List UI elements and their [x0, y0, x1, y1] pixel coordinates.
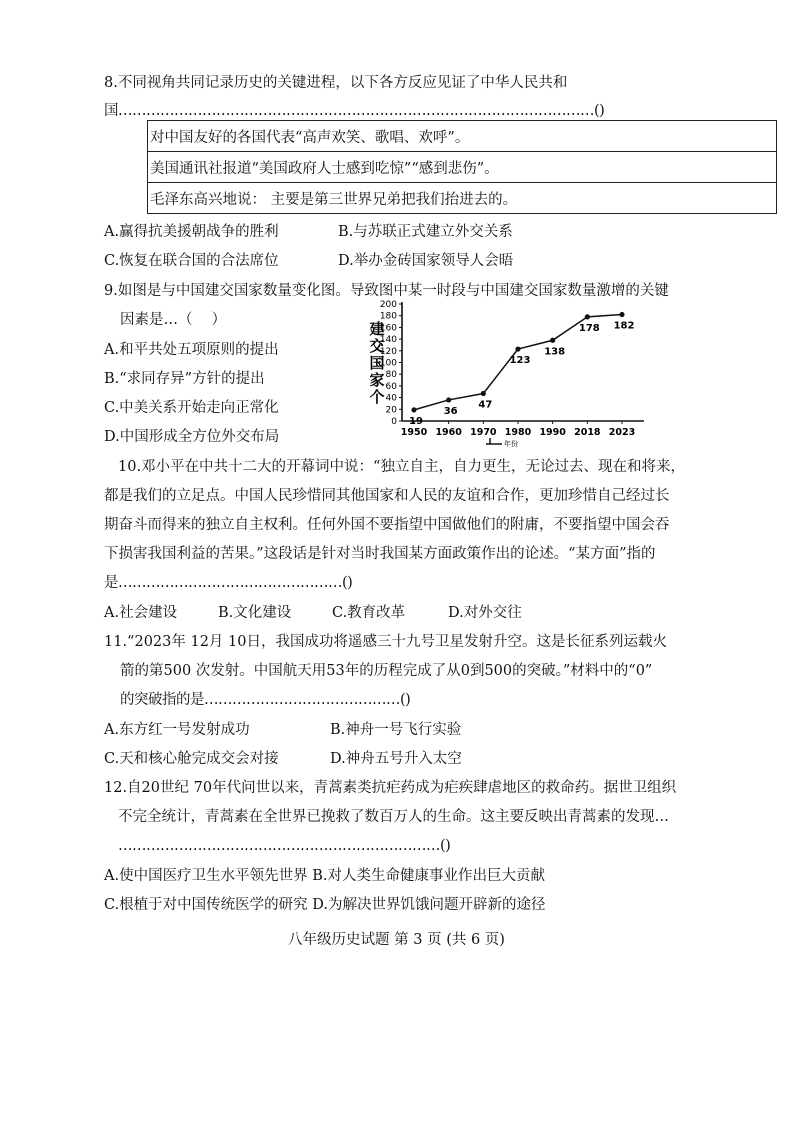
chart-ytick-label: 200 — [379, 300, 397, 310]
chart-data-label: 123 — [509, 355, 531, 367]
chart-ylabel-char: 国 — [369, 354, 385, 372]
q12-stem-line1: 12.自20世纪 70年代问世以来，青蒿素类抗疟药成为疟疾肆虐地区的救命药。据世卫组织 — [104, 780, 677, 796]
q8-stem-line1: 8.不同视角共同记录历史的关键进程，以下各方反应见证了中华人民共和 — [104, 75, 568, 91]
q11-option-b[interactable]: B.神舟一号飞行实验 — [330, 722, 462, 738]
chart-ytick-label: 160 — [379, 323, 397, 334]
chart-data-point — [585, 314, 590, 319]
q8-material-table — [147, 120, 777, 214]
chart-data-label: 36 — [443, 405, 458, 417]
q10-stem-line3: 期奋斗而得来的独立自主权利。任何外国不要指望中国做他们的附庸，不要指望中国会吞 — [104, 517, 670, 533]
chart-data-label: 19 — [409, 415, 423, 427]
q9-option-a[interactable]: A.和平共处五项原则的提出 — [104, 342, 279, 358]
q11-stem-line2: 箭的第500 次发射。中国航天用53年的历程完成了从0到500的突破。”材料中的“0” — [120, 663, 653, 679]
chart-ylabel-char: 交 — [369, 337, 385, 355]
page-footer: 八年级历史试题 第 3 页 (共 6 页) — [288, 932, 505, 948]
q9-option-c[interactable]: C.中美关系开始走向正常化 — [104, 400, 279, 416]
q10-option-c[interactable]: C.教育改革 — [332, 605, 406, 621]
q9-stem-line1: 9.如图是与中国建交国家数量变化图。导致图中某一时段与中国建交国家数量激增的关键 — [104, 283, 669, 299]
chart-data-label: 178 — [578, 322, 600, 334]
chart-ylabel-char: 个 — [369, 388, 385, 406]
diplomatic-relations-chart — [362, 296, 652, 448]
q9-option-d[interactable]: D.中国形成全方位外交布局 — [104, 429, 280, 445]
chart-data-point — [481, 391, 486, 396]
chart-data-label: 47 — [478, 399, 493, 411]
q10-option-d[interactable]: D.对外交往 — [448, 605, 522, 621]
q12-options-ab[interactable]: A.使中国医疗卫生水平领先世界 B.对人类生命健康事业作出巨大贡献 — [104, 868, 545, 884]
q10-stem-line2: 都是我们的立足点。中国人民珍惜同其他国家和人民的友谊和合作，更加珍惜自己经过长 — [104, 488, 670, 504]
q12-options-cd[interactable]: C.根植于对中国传统医学的研究 D.为解决世界饥饿问题开辟新的途径 — [104, 897, 546, 913]
chart-data-label: 182 — [613, 320, 635, 332]
chart-data-point — [550, 338, 555, 343]
q10-stem-line1: 10.邓小平在中共十二大的开幕词中说：“独立自主，自力更生，无论过去、现在和将来， — [118, 459, 685, 475]
chart-ytick-label: 60 — [385, 381, 397, 392]
chart-xtick-label: 2018 — [574, 427, 601, 438]
chart-data-point — [515, 346, 520, 351]
chart-ytick-label: 20 — [385, 405, 397, 416]
q9-option-b[interactable]: B.“求同存异”方针的提出 — [104, 371, 265, 387]
chart-ytick-label: 120 — [379, 346, 397, 357]
chart-ytick-label: 100 — [379, 358, 397, 369]
chart-xtick-label: 1950 — [400, 427, 428, 438]
chart-ytick-label: 180 — [379, 311, 397, 322]
chart-ytick-label: 0 — [391, 417, 397, 427]
q8-stem-line2: 国…………………………………………………………………………………………() — [104, 103, 605, 119]
q12-stem-line3: ……………………………………………………………() — [118, 838, 451, 854]
q10-option-b[interactable]: B.文化建设 — [218, 605, 292, 621]
q8-material-row-2: 美国通讯社报道“美国政府人士感到吃惊”“感到悲伤”。 — [148, 152, 777, 183]
chart-data-label: 138 — [544, 346, 566, 358]
q11-option-a[interactable]: A.东方红一号发射成功 — [104, 722, 250, 738]
chart-xlabel: 年份 — [504, 440, 518, 448]
q11-stem-line3: 的突破指的是……………………………………() — [120, 692, 411, 708]
chart-ytick-label: 80 — [385, 370, 397, 381]
q8-option-a[interactable]: A.赢得抗美援朝战争的胜利 — [104, 224, 279, 240]
chart-ytick-label: 40 — [385, 393, 397, 404]
q9-stem-line2: 因素是…（ ） — [120, 312, 227, 328]
q8-option-d[interactable]: D.举办金砖国家领导人会晤 — [338, 253, 514, 269]
chart-xtick-label: 1990 — [539, 427, 566, 438]
q10-stem-line5: 是…………………………………………() — [104, 575, 353, 591]
q11-option-d[interactable]: D.神舟五号升入太空 — [330, 751, 462, 767]
q8-material-row-1: 对中国友好的各国代表“高声欢笑、歌唱、欢呼”。 — [148, 121, 777, 152]
chart-xtick-label: 1980 — [504, 427, 532, 438]
chart-data-point — [411, 407, 416, 412]
chart-xtick-label: 1970 — [470, 427, 497, 438]
chart-ytick-label: 140 — [379, 335, 397, 346]
chart-data-point — [619, 312, 624, 317]
chart-data-point — [446, 397, 451, 402]
chart-xtick-label: 2023 — [608, 427, 636, 438]
chart-xtick-label: 1960 — [435, 427, 462, 438]
q8-material-row-3: 毛泽东高兴地说： 主要是第三世界兄弟把我们抬进去的。 — [148, 183, 777, 214]
q8-option-c[interactable]: C.恢复在联合国的合法席位 — [104, 253, 279, 269]
chart-ylabel-char: 建 — [369, 320, 385, 338]
chart-ylabel-char: 家 — [369, 371, 385, 389]
q10-option-a[interactable]: A.社会建设 — [104, 605, 178, 621]
q10-stem-line4: 下损害我国利益的苦果。”这段话是针对当时我国某方面政策作出的论述。“某方面”指的 — [104, 546, 656, 562]
q11-option-c[interactable]: C.天和核心舱完成交会对接 — [104, 751, 279, 767]
q12-stem-line2: 不完全统计，青蒿素在全世界已挽救了数百万人的生命。这主要反映出青蒿素的发现… — [118, 809, 669, 825]
q8-option-b[interactable]: B.与苏联正式建立外交关系 — [338, 224, 513, 240]
q11-stem-line1: 11.“2023年 12月 10日，我国成功将遥感三十九号卫星发射升空。这是长征系列运载火 — [104, 634, 667, 650]
